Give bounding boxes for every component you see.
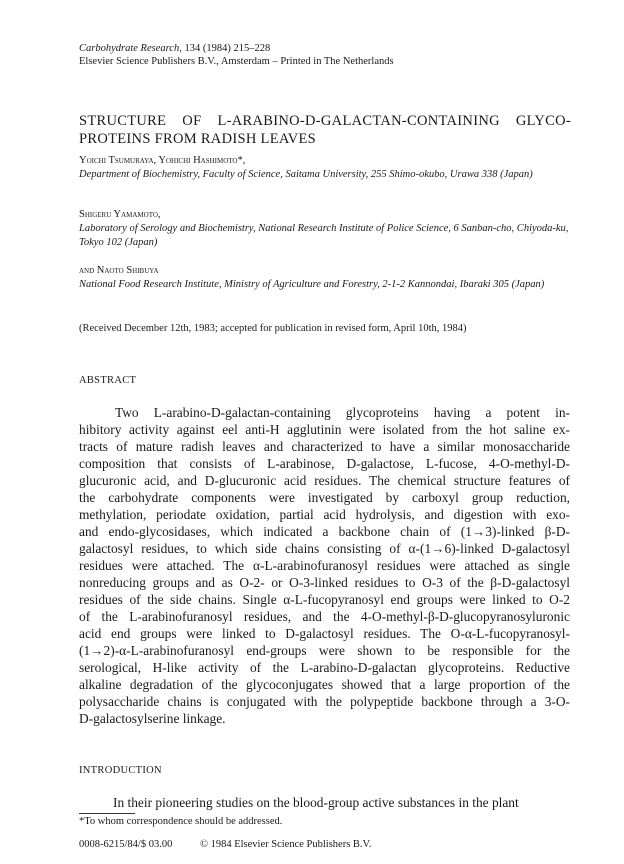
abstract-line: composition that consists of L-arabinose, D-galactose, L-fucose, 4-O-methyl-D-	[79, 456, 570, 471]
citation-volume: 134 (1984) 215–228	[181, 43, 271, 54]
journal-name: Carbohydrate Research,	[79, 43, 182, 54]
introduction-heading: INTRODUCTION	[79, 765, 162, 776]
abstract-line: glucuronic acid, and D-glucuronic acid residues. The chemical structure features of	[79, 473, 570, 488]
bottom-line	[79, 838, 372, 851]
introduction-first-line: In their pioneering studies on the blood-group active substances in the plant	[113, 795, 519, 810]
publisher-line: Elsevier Science Publishers B.V., Amsterdam – Printed in The Netherlands	[79, 56, 394, 67]
abstract-body	[79, 404, 570, 727]
title-word: OF	[182, 113, 202, 129]
abstract-line: acid end groups were linked to D-galactosyl residues. The O-α-L-fucopyranosyl-	[79, 626, 570, 641]
title-word: GLYCO-	[515, 113, 571, 129]
received-dates: (Received December 12th, 1983; accepted for publication in revised form, April 10th, 1984)	[79, 323, 467, 334]
author-affiliation: Department of Biochemistry, Faculty of Science, Saitama University, 255 Shimo-okubo, Urawa 338 (Japan)	[79, 169, 533, 180]
footnote-rule	[79, 813, 135, 814]
abstract-line: residues were attached. The α-L-arabinofuranosyl residues were attached as single	[79, 558, 570, 573]
abstract-line: hibitory activity against eel anti-H agglutinin were isolated from the hot saline ex-	[79, 422, 570, 437]
abstract-heading: ABSTRACT	[79, 375, 137, 386]
title-line-2: PROTEINS FROM RADISH LEAVES	[79, 131, 317, 147]
author-affiliation: National Food Research Institute, Ministry of Agriculture and Forestry, 2-1-2 Kannondai, Ibaraki 305 (Japan)	[79, 279, 545, 290]
abstract-line: D-galactosylserine linkage.	[79, 711, 226, 726]
abstract-line: Two L-arabino-D-galactan-containing glycoproteins having a potent in-	[115, 405, 570, 420]
abstract-line: polysaccharide chains is conjugated with the polypeptide backbone through a 3-O-	[79, 694, 570, 709]
abstract-line: residues of the side chains. Single α-L-fucopyranosyl end groups were linked to O-2	[79, 592, 570, 607]
author-names: Shigeru Yamamoto,	[79, 209, 161, 220]
abstract-line: of the L-arabinofuranosyl residues, and the 4-O-methyl-β-D-glucopyranosyluronic	[79, 609, 570, 624]
abstract-line: and endo-glycosidases, which indicated a backbone chain of (1→3)-linked β-D-	[79, 524, 570, 539]
title-word: L-ARABINO-D-GALACTAN-CONTAINING	[217, 113, 500, 129]
footnote: *To whom correspondence should be addressed.	[79, 816, 283, 827]
article-title	[79, 112, 571, 148]
abstract-line: nonreducing groups and as O-2- or O-3-linked residues to O-3 of the β-D-galactosyl	[79, 575, 570, 590]
abstract-line: serological, H-like activity of the L-arabino-D-galactan glycoproteins. Reductive	[79, 660, 570, 675]
abstract-line: alkaline degradation of the glycoconjugates showed that a large proportion of the	[79, 677, 570, 692]
abstract-line: tracts of mature radish leaves and characterized to have a similar monosaccharide	[79, 439, 570, 454]
title-line-1	[79, 112, 571, 130]
title-word: STRUCTURE	[79, 113, 167, 129]
copyright-notice: © 1984 Elsevier Science Publishers B.V.	[200, 839, 372, 850]
abstract-line: galactosyl residues, to which side chains consisting of α-(1→6)-linked D-galactosyl	[79, 541, 570, 556]
abstract-line: methylation, periodate oxidation, partial acid hydrolysis, and digestion with exo-	[79, 507, 570, 522]
author-affiliation: Laboratory of Serology and Biochemistry, National Research Institute of Police Science, 6 Sanban-cho, Chiyoda-ku, Tokyo 102 (Japan)	[79, 223, 569, 248]
journal-citation	[79, 42, 569, 55]
abstract-line: (1→2)-α-L-arabinofuranosyl end-groups were shown to be responsible for the	[79, 643, 570, 658]
issn-price-code: 0008-6215/84/$ 03.00	[79, 839, 173, 850]
author-names: Yoichi Tsumuraya, Yohichi Hashimoto*,	[79, 155, 246, 166]
abstract-line: the carbohydrate components were investigated by carboxyl group reduction,	[79, 490, 570, 505]
author-names: and Naoto Shibuya	[79, 265, 159, 276]
